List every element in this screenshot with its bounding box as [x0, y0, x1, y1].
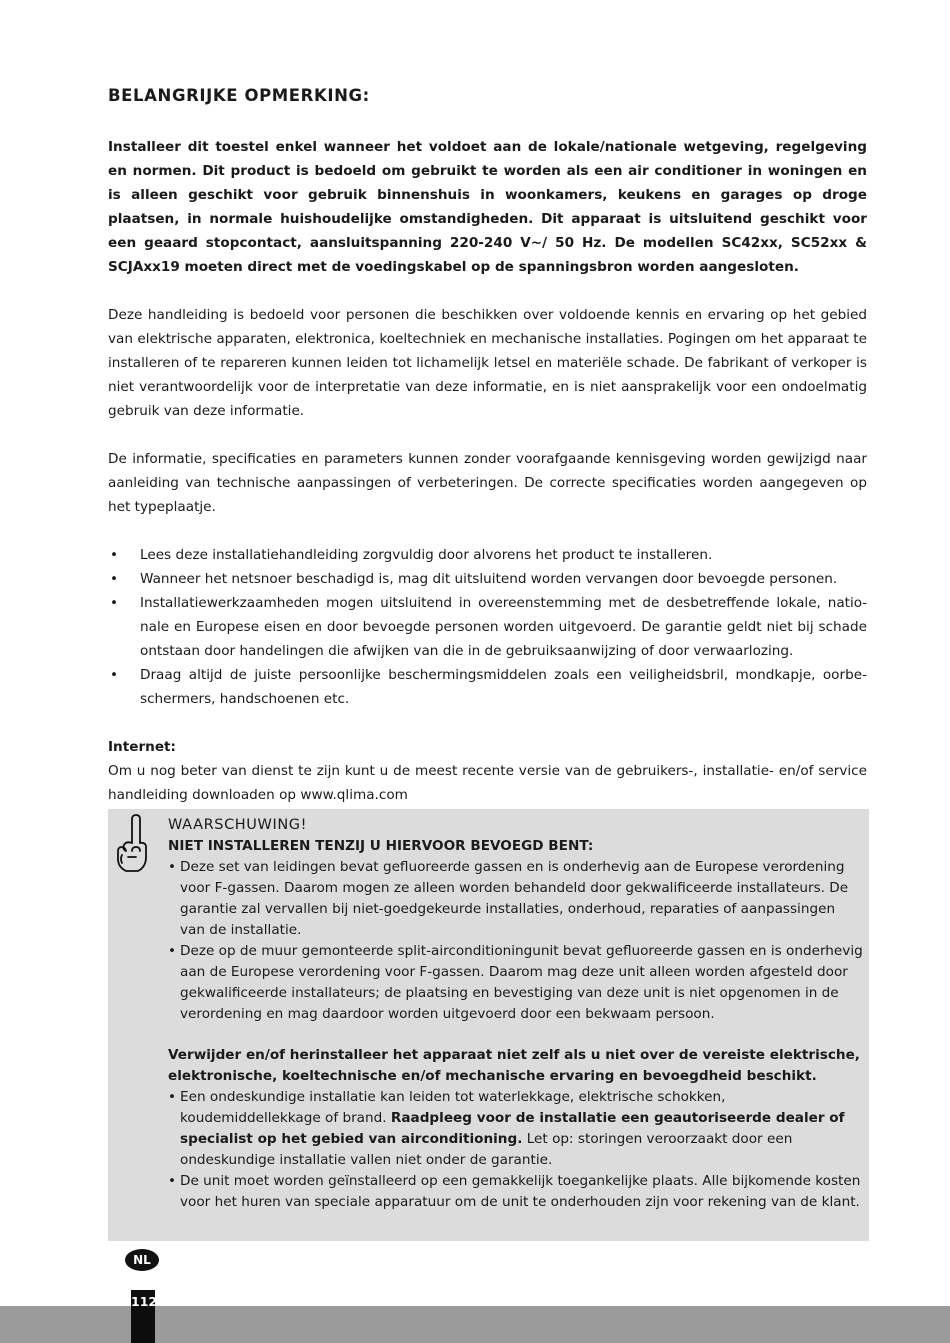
bullet-icon: • — [110, 595, 119, 611]
warning-list — [168, 857, 863, 1025]
warning-list-2 — [168, 1087, 863, 1213]
warning-subtitle: NIET INSTALLEREN TENZIJ U HIERVOOR BEVOEGD BENT: — [168, 838, 594, 854]
specs-paragraph: De informatie, specificaties en parameters kunnen zonder voorafgaande kennisgeving worden gewijzigd naar aanleiding van technische aanpassingen of verbeteringen. De correcte specificaties worden aangegeven op het typeplaatje. — [108, 451, 867, 515]
list-item: • Draag altijd de juiste persoonlijke beschermingsmiddelen zoals een veiligheidsbril, mondkapje, oorbeschermers, handschoenen etc. — [108, 663, 867, 711]
page-number: 112 — [131, 1294, 158, 1309]
language-badge: NL — [125, 1249, 159, 1271]
pointing-hand-icon — [112, 813, 152, 875]
list-item: • Deze op de muur gemonteerde split-airconditioningunit bevat gefluoreerde gassen en is onderhevig aan de Europese verordening voor F-gassen. Daarom mag deze unit alleen worden afgesteld door gekwalificeerde installateurs; de plaatsing en bevestiging van deze unit is niet opgenomen in de verordening en mag daardoor worden uitgevoerd door een bekwaam persoon. — [168, 943, 863, 1022]
bullet-icon: • — [168, 1173, 177, 1189]
instruction-list — [108, 543, 867, 711]
warning-bold-note: Verwijder en/of herinstalleer het apparaat niet zelf als u niet over de vereiste elektrische, elektronische, koeltechnische en/of mechanische ervaring en bevoegdheid beschikt. — [168, 1047, 860, 1084]
warning-content — [168, 815, 863, 1213]
internet-heading: Internet: — [108, 739, 176, 755]
dealer-advice: Raadpleeg voor de installatie een geautoriseerde dealer of specialist op het gebied van airconditioning. — [180, 1110, 845, 1147]
warning-title: WAARSCHUWING! — [168, 817, 308, 833]
bullet-icon: • — [110, 547, 119, 563]
page-title: BELANGRIJKE OPMERKING: — [108, 86, 370, 105]
bullet-icon: • — [110, 571, 119, 587]
list-item: • Wanneer het netsnoer beschadigd is, mag dit uitsluitend worden vervangen door bevoegde personen. — [108, 567, 867, 591]
list-item: • Een ondeskundige installatie kan leiden tot waterlekkage, elektrische schokken, koudemiddellekkage of brand. Raadpleeg voor de installatie een geautoriseerde dealer of specialist op het gebied van airconditioning. Let op: storingen veroorzaakt door een ondeskundige installatie vallen niet onder de garantie. — [168, 1089, 845, 1168]
list-item: • De unit moet worden geïnstalleerd op een gemakkelijk toegankelijke plaats. Alle bijkomende kosten voor het huren van speciale apparatuur om de unit te onderhouden zijn voor rekening van de klant. — [168, 1173, 861, 1210]
warning-box — [108, 809, 869, 1241]
bullet-icon: • — [168, 943, 177, 959]
bullet-icon: • — [110, 667, 119, 683]
list-item: • Deze set van leidingen bevat gefluoreerde gassen en is onderhevig aan de Europese verordening voor F-gassen. Daarom mogen ze alleen worden behandeld door gekwalificeerde installateurs. De garantie zal vervallen bij niet-goedgekeurde installaties, onderhoud, reparaties of aanpassingen van de installatie. — [168, 859, 849, 938]
main-content — [108, 86, 867, 807]
internet-text: Om u nog beter van dienst te zijn kunt u de meest recente versie van de gebruikers-, installatie- en/of service handleiding downloaden op www.qlima.com — [108, 763, 867, 803]
manual-paragraph: Deze handleiding is bedoeld voor personen die beschikken over voldoende kennis en ervaring op het gebied van elektrische apparaten, elektronica, koeltechniek en mechanische installaties. Pogingen om het apparaat te installeren of te repareren kunnen leiden tot lichamelijk letsel en materiële schade. De fabrikant of verkoper is niet verantwoordelijk voor de interpretatie van deze informatie, en is niet aansprakelijk voor een ondoelmatig gebruik van deze informatie. — [108, 307, 867, 419]
list-item: • Lees deze installatiehandleiding zorgvuldig door alvorens het product te installeren. — [108, 543, 867, 567]
list-item: • Installatiewerkzaamheden mogen uitsluitend in overeenstemming met de desbetreffende lokale, nationale en Europese eisen en door bevoegde personen worden uitgevoerd. De garantie geldt niet bij schade ontstaan door handelingen die afwijken van die in de gebruiksaanwijzing of door verwaarlozing. — [108, 591, 867, 663]
bullet-icon: • — [168, 859, 177, 875]
intro-paragraph: Installeer dit toestel enkel wanneer het voldoet aan de lokale/nationale wetgeving, regelgeving en normen. Dit product is bedoeld om gebruikt te worden als een air conditioner in woningen en is alleen geschikt voor gebruik binnenshuis in woonkamers, keukens en garages op droge plaatsen, in normale huishoudelijke omstandigheden. Dit apparaat is uitsluitend geschikt voor een geaard stopcontact, aansluitspanning 220-240 V~/ 50 Hz. De modellen SC42xx, SC52xx & SCJAxx19 moeten direct met de voedingskabel op de spanningsbron worden aangesloten. — [108, 139, 867, 275]
bullet-icon: • — [168, 1089, 177, 1105]
